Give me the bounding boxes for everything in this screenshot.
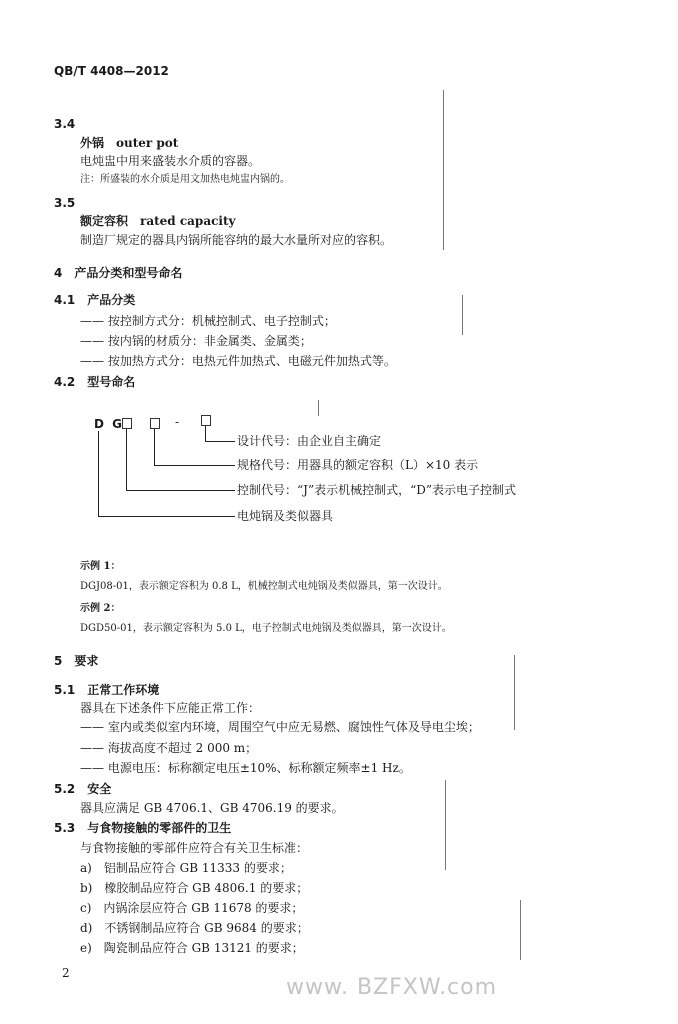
scan-noise-line <box>520 900 521 960</box>
leader-line <box>205 426 206 442</box>
model-dash: - <box>175 415 180 429</box>
list-item: d) 不锈钢制品应符合 GB 9684 的要求； <box>80 921 309 935</box>
chapter-title: 4 产品分类和型号命名 <box>54 266 183 280</box>
scan-noise-line <box>318 400 319 416</box>
list-item: —— 电源电压：标称额定电压±10%、标称额定频率±1 Hz。 <box>80 761 411 775</box>
section-title: 5.2 安全 <box>54 782 112 796</box>
leader-line <box>205 441 235 442</box>
list-item: —— 海拔高度不超过 2 000 m； <box>80 741 258 755</box>
section-title: 4.2 型号命名 <box>54 375 136 389</box>
section-number: 3.4 <box>54 117 76 131</box>
page-number: 2 <box>62 966 70 980</box>
leader-line <box>126 429 127 491</box>
scan-noise-line <box>445 780 446 870</box>
section-number: 3.5 <box>54 196 76 210</box>
term-heading: 额定容积 rated capacity <box>80 214 236 228</box>
section-title: 4.1 产品分类 <box>54 293 136 307</box>
example-text: DGJ08-01，表示额定容积为 0.8 L，机械控制式电炖锅及类似器具，第一次设计。 <box>80 581 448 592</box>
term-definition: 制造厂规定的器具内锅所能容纳的最大水量所对应的容积。 <box>80 233 393 247</box>
term-note: 注：所盛装的水介质是用文加热电炖盅内锅的。 <box>80 174 290 185</box>
list-item: b) 橡胶制品应符合 GB 4806.1 的要求； <box>80 881 309 895</box>
list-item: a) 铝制品应符合 GB 11333 的要求； <box>80 861 292 875</box>
list-item: —— 按控制方式分：机械控制式、电子控制式； <box>80 314 336 328</box>
scan-noise-line <box>514 655 515 730</box>
paragraph: 与食物接触的零部件应符合有关卫生标准： <box>80 841 309 855</box>
leader-line <box>98 516 235 517</box>
example-label: 示例 2： <box>80 603 121 614</box>
list-item: e) 陶瓷制品应符合 GB 13121 的要求； <box>80 941 304 955</box>
design-code-box <box>201 415 211 426</box>
list-item: —— 按加热方式分：电热元件加热式、电磁元件加热式等。 <box>80 354 396 368</box>
design-code-label: 设计代号：由企业自主确定 <box>237 434 382 448</box>
leader-line <box>126 490 235 491</box>
leader-line <box>154 465 235 466</box>
scan-noise-line <box>443 90 444 250</box>
list-item: —— 室内或类似室内环境，周围空气中应无易燃、腐蚀性气体及导电尘埃； <box>80 720 480 734</box>
list-item: c) 内锅涂层应符合 GB 11678 的要求； <box>80 901 304 915</box>
document-code: QB/T 4408—2012 <box>54 64 169 78</box>
product-label: 电炖锅及类似器具 <box>237 509 334 523</box>
list-item: —— 按内锅的材质分：非金属类、金属类； <box>80 334 312 348</box>
chapter-title: 5 要求 <box>54 654 99 668</box>
leader-line <box>98 431 99 517</box>
model-prefix: D G <box>94 417 124 431</box>
control-code-box <box>122 418 132 429</box>
term-heading: 外锅 outer pot <box>80 136 179 150</box>
paragraph: 器具应满足 GB 4706.1、GB 4706.19 的要求。 <box>80 801 344 815</box>
site-watermark: www. BZFXW.com <box>286 975 498 1000</box>
term-definition: 电炖盅中用来盛装水介质的容器。 <box>80 154 261 168</box>
spec-code-box <box>150 418 160 429</box>
example-text: DGD50-01，表示额定容积为 5.0 L，电子控制式电炖锅及类似器具，第一次设计。 <box>80 623 452 634</box>
spec-code-label: 规格代号：用器具的额定容积（L）×10 表示 <box>237 458 479 472</box>
paragraph: 器具在下述条件下应能正常工作： <box>80 701 261 715</box>
control-code-label: 控制代号：“J”表示机械控制式，“D”表示电子控制式 <box>237 483 516 497</box>
section-title: 5.1 正常工作环境 <box>54 683 160 697</box>
section-title: 5.3 与食物接触的零部件的卫生 <box>54 821 232 835</box>
example-label: 示例 1： <box>80 561 121 572</box>
scan-noise-line <box>462 295 463 335</box>
leader-line <box>154 429 155 466</box>
